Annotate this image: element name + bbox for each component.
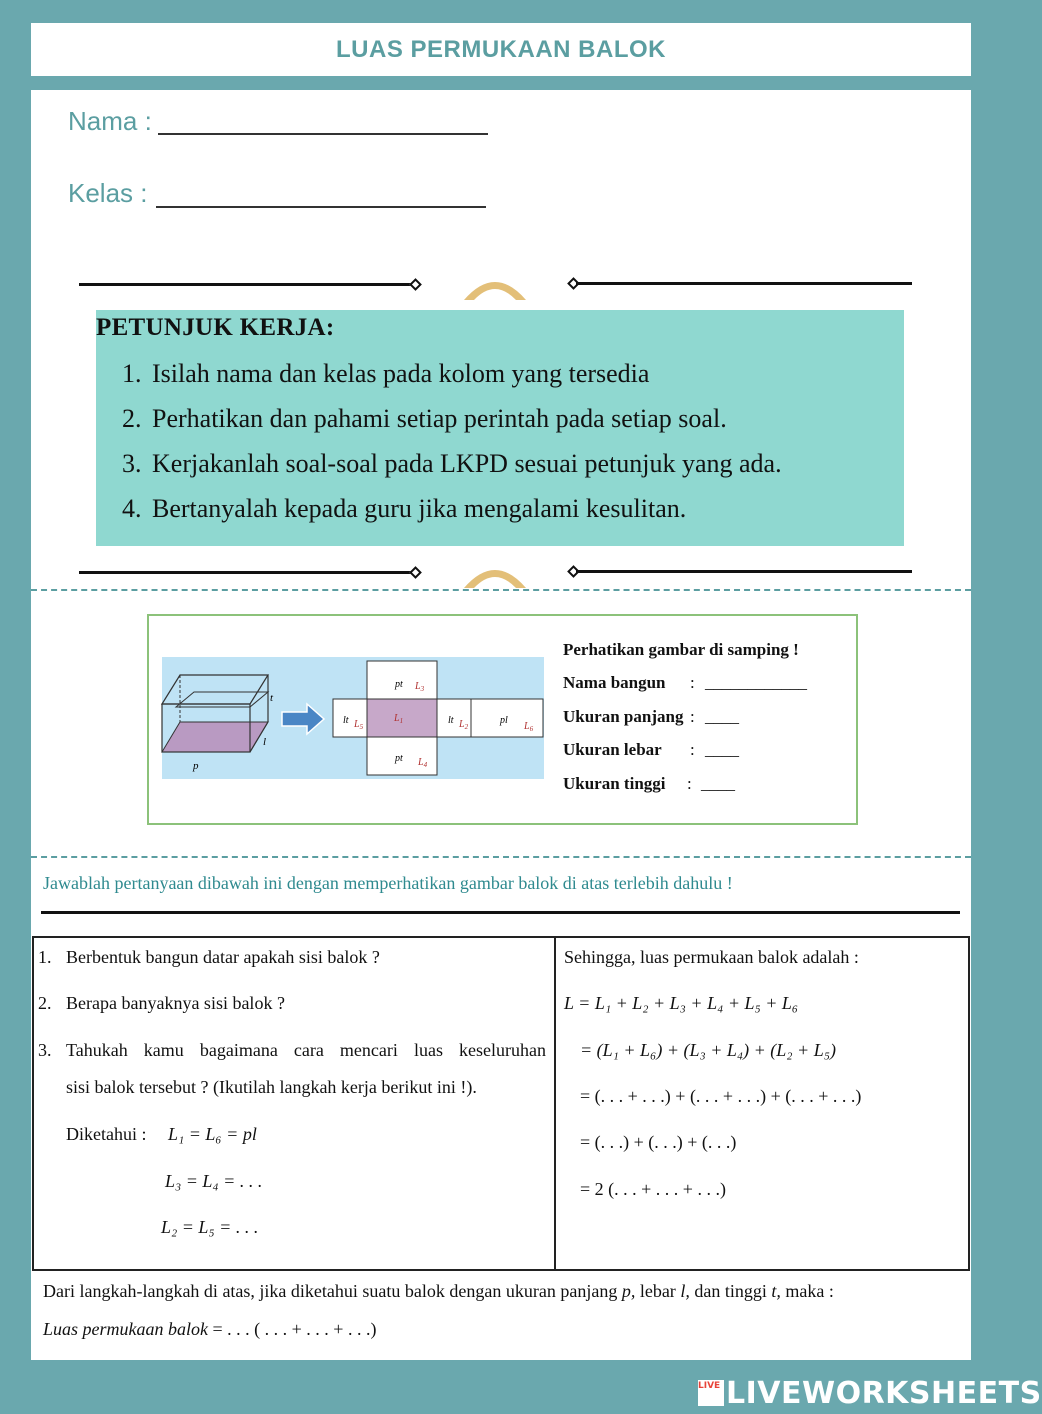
list-item: 3. Kerjakanlah soal-soal pada LKPD sesuai petunjuk yang ada. bbox=[122, 449, 782, 478]
label-L3: $L_3$ bbox=[415, 681, 425, 693]
nama-input[interactable] bbox=[158, 133, 488, 135]
kelas-label: Kelas : bbox=[68, 178, 148, 208]
nama-bangun-row: Nama bangun bbox=[563, 673, 666, 692]
label-L5: $L_5$ bbox=[354, 719, 364, 731]
title-bar bbox=[31, 23, 971, 76]
question-3-line2: sisi balok tersebut ? (Ikutilah langkah kerja berikut ini !). bbox=[66, 1077, 477, 1097]
page-title: LUAS PERMUKAAN BALOK bbox=[336, 36, 666, 63]
solution-line-5[interactable]: = 2 (. . . + . . . + . . .) bbox=[580, 1179, 726, 1199]
divider-right bbox=[576, 570, 912, 573]
solution-intro: Sehingga, luas permukaan balok adalah : bbox=[564, 947, 859, 967]
question-prompt: Jawablah pertanyaan dibawah ini dengan memperhatikan gambar balok di atas terlebih dahulu ! bbox=[43, 873, 733, 893]
known-formula-2[interactable]: L₃ = L₄ = . . . bbox=[165, 1171, 263, 1191]
section-separator bbox=[31, 589, 971, 591]
lebar-answer[interactable]: ____ bbox=[705, 740, 739, 759]
brand-logo-letters: LIVE bbox=[698, 1381, 721, 1391]
lebar-row: Ukuran lebar bbox=[563, 740, 662, 759]
tinggi-answer[interactable]: ____ bbox=[701, 774, 735, 793]
list-item: 1. Isilah nama dan kelas pada kolom yang tersedia bbox=[122, 359, 650, 388]
panjang-row: Ukuran panjang bbox=[563, 707, 684, 726]
q1-number: 1. bbox=[38, 947, 52, 967]
label-pt-bottom: pt bbox=[395, 753, 403, 764]
label-pl: pl bbox=[500, 715, 508, 726]
solution-line-2: = (L₁ + L₆) + (L₃ + L₄) + (L₂ + L₅) bbox=[580, 1040, 836, 1060]
question-3-line1: Tahukah kamu bagaimana cara mencari luas keseluruhan bbox=[66, 1040, 546, 1060]
known-label: Diketahui : bbox=[66, 1124, 147, 1144]
tinggi-row: Ukuran tinggi bbox=[563, 774, 666, 793]
observe-text: Perhatikan gambar di samping ! bbox=[563, 640, 799, 659]
divider-left bbox=[79, 283, 413, 286]
label-lt-right: lt bbox=[448, 715, 454, 726]
cuboid-diagram bbox=[162, 657, 544, 779]
brand-name: LIVEWORKSHEETS bbox=[726, 1376, 1042, 1411]
table-divider bbox=[554, 936, 556, 1271]
label-pt-top: pt bbox=[395, 679, 403, 690]
label-L6: $L_6$ bbox=[524, 721, 534, 733]
prompt-underline bbox=[41, 911, 960, 914]
arch-ornament-icon bbox=[460, 270, 530, 302]
divider-left bbox=[79, 571, 413, 574]
known-formula-1: L₁ = L₆ = pl bbox=[168, 1124, 257, 1144]
question-2: Berapa banyaknya sisi balok ? bbox=[66, 993, 285, 1013]
label-l: l bbox=[263, 736, 267, 748]
label-p: p bbox=[193, 760, 199, 772]
nama-label: Nama : bbox=[68, 106, 152, 136]
q2-number: 2. bbox=[38, 993, 52, 1013]
instructions-heading: PETUNJUK KERJA: bbox=[96, 314, 335, 341]
instructions-box bbox=[96, 310, 904, 546]
colon: : bbox=[690, 740, 695, 759]
colon: : bbox=[690, 673, 695, 692]
question-1: Berbentuk bangun datar apakah sisi balok ? bbox=[66, 947, 380, 967]
arch-ornament-icon bbox=[460, 558, 530, 590]
nama-bangun-answer[interactable]: ____________ bbox=[705, 673, 807, 692]
known-formula-3[interactable]: L₂ = L₅ = . . . bbox=[161, 1217, 259, 1237]
q3-number: 3. bbox=[38, 1040, 52, 1060]
colon: : bbox=[687, 774, 692, 793]
label-t: t bbox=[270, 692, 274, 704]
solution-line-3[interactable]: = (. . . + . . .) + (. . . + . . .) + (. . . + . . .) bbox=[580, 1086, 862, 1106]
list-item: 2. Perhatikan dan pahami setiap perintah pada setiap soal. bbox=[122, 404, 727, 433]
solution-line-4[interactable]: = (. . .) + (. . .) + (. . .) bbox=[580, 1132, 737, 1152]
instructions-list bbox=[122, 356, 782, 536]
colon: : bbox=[690, 707, 695, 726]
solution-line-1: L = L₁ + L₂ + L₃ + L₄ + L₅ + L₆ bbox=[564, 993, 799, 1013]
section-separator bbox=[31, 856, 971, 858]
conclusion-formula[interactable]: Luas permukaan balok = . . . ( . . . + . . . + . . .) bbox=[43, 1319, 377, 1339]
kelas-input[interactable] bbox=[156, 206, 486, 208]
divider-right bbox=[576, 282, 912, 285]
panjang-answer[interactable]: ____ bbox=[705, 707, 739, 726]
brand-logo-icon bbox=[698, 1380, 724, 1406]
conclusion-line-1: Dari langkah-langkah di atas, jika diketahui suatu balok dengan ukuran panjang p, lebar l, dan tinggi t, maka : bbox=[43, 1281, 834, 1301]
label-L2: $L_2$ bbox=[459, 719, 469, 731]
label-lt-left: lt bbox=[343, 715, 349, 726]
label-L1: $L_1$ bbox=[394, 713, 404, 725]
list-item: 4. Bertanyalah kepada guru jika mengalami kesulitan. bbox=[122, 494, 687, 523]
label-L4: $L_4$ bbox=[418, 757, 428, 769]
